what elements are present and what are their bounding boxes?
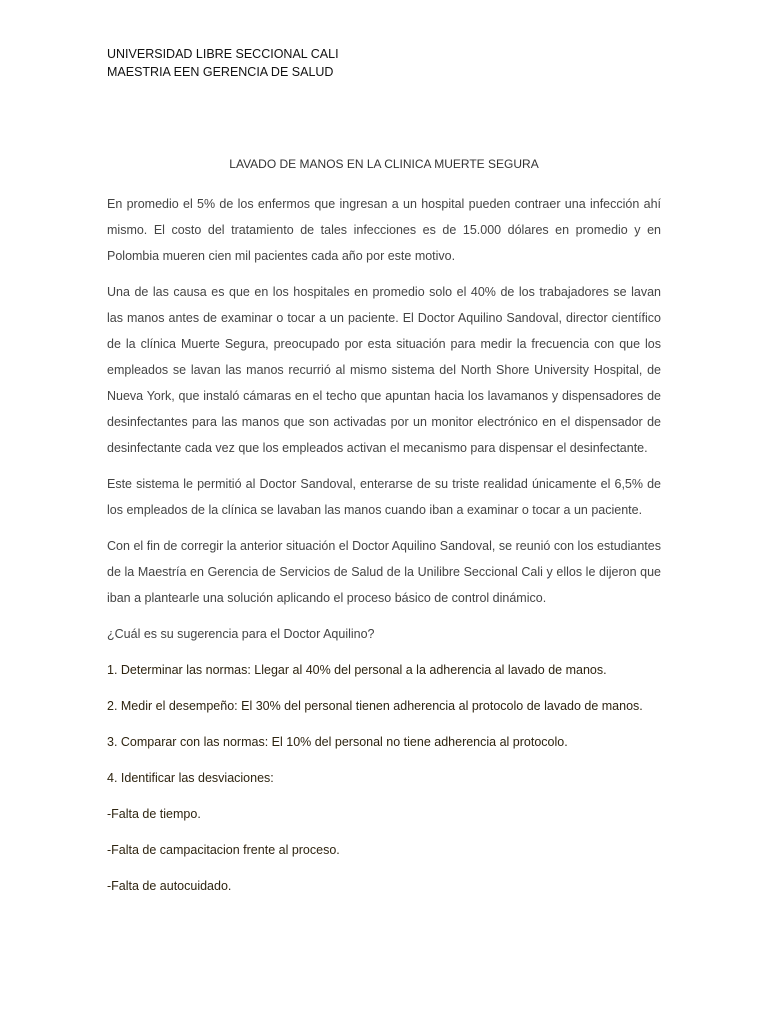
paragraph: Una de las causa es que en los hospitales en promedio solo el 40% de los trabajadores se lavan las manos antes de examinar o tocar a un paciente. El Doctor Aquilino Sandoval, director científico de la clínica Muerte Segura, preocupado por esta situación para medir la frecuencia con que los empleados se lavan las manos recurrió al mismo sistema del North Shore University Hospital, de Nueva York, que instaló cámaras en el techo que apuntan hacia los lavamanos y dispensadores de desinfectantes para las manos que son activadas por un monitor electrónico en el dispensador de desinfectante cada vez que los empleados activan el mecanismo para dispensar el desinfectante. — [107, 285, 661, 455]
answer-item: -Falta de tiempo. — [107, 807, 201, 821]
answer-item: -Falta de campacitacion frente al proceso. — [107, 843, 340, 857]
answer-item: 3. Comparar con las normas: El 10% del personal no tiene adherencia al protocolo. — [107, 735, 568, 749]
document-body — [107, 191, 661, 909]
answer-item: 4. Identificar las desviaciones: — [107, 771, 274, 785]
answer-item: 1. Determinar las normas: Llegar al 40% del personal a la adherencia al lavado de manos. — [107, 663, 607, 677]
paragraph: En promedio el 5% de los enfermos que ingresan a un hospital pueden contraer una infección ahí mismo. El costo del tratamiento de tales infecciones es de 15.000 dólares en promedio y en Polombia mueren cien mil pacientes cada año por este motivo. — [107, 197, 661, 263]
document-header — [107, 45, 339, 81]
answer-item: -Falta de autocuidado. — [107, 879, 232, 893]
university-name: UNIVERSIDAD LIBRE SECCIONAL CALI — [107, 47, 339, 61]
paragraph: Con el fin de corregir la anterior situación el Doctor Aquilino Sandoval, se reunió con los estudiantes de la Maestría en Gerencia de Servicios de Salud de la Unilibre Seccional Cali y ellos le dijeron que iban a plantearle una solución aplicando el proceso básico de control dinámico. — [107, 539, 661, 605]
answer-list — [107, 657, 661, 899]
document-title: LAVADO DE MANOS EN LA CLINICA MUERTE SEGURA — [229, 157, 539, 171]
program-name: MAESTRIA EEN GERENCIA DE SALUD — [107, 65, 334, 79]
answer-item: 2. Medir el desempeño: El 30% del personal tienen adherencia al protocolo de lavado de manos. — [107, 699, 643, 713]
question-text: ¿Cuál es su sugerencia para el Doctor Aquilino? — [107, 627, 375, 641]
paragraph: Este sistema le permitió al Doctor Sandoval, enterarse de su triste realidad únicamente el 6,5% de los empleados de la clínica se lavaban las manos cuando iban a examinar o tocar a un paciente. — [107, 477, 661, 517]
